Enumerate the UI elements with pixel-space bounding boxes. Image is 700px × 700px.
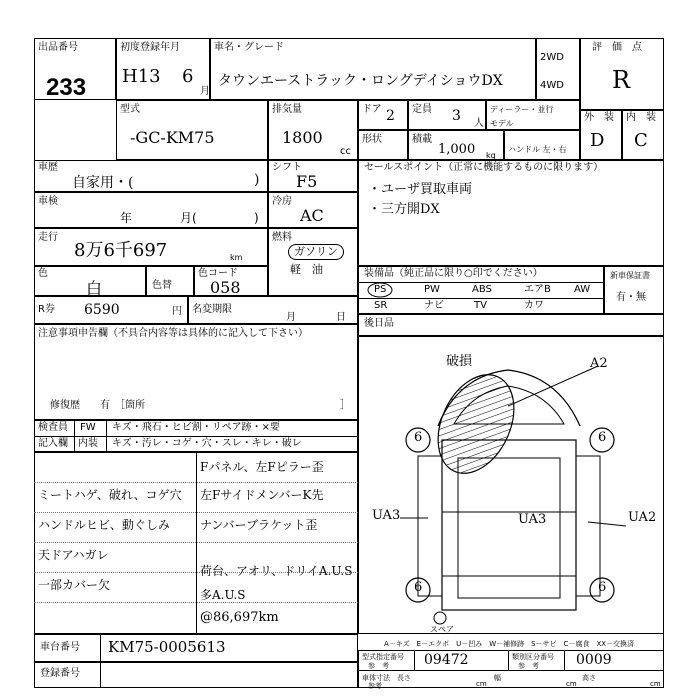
ua3-center-mark: UA3 <box>518 512 547 527</box>
ua3-left-mark: UA3 <box>372 508 401 523</box>
equip-airbag: エアB <box>524 284 551 295</box>
caution-label: 注意事項申告欄（不具合内容等は具体的に記入して下さい） <box>38 328 308 339</box>
inspection-close: ) <box>254 211 259 225</box>
inspector-label: 検査員 <box>38 422 68 433</box>
car-name-label: 車名・グレード <box>214 42 284 53</box>
aftermarket-label: 後日品 <box>364 318 394 329</box>
car-history-box <box>34 160 268 192</box>
interior-row-label: 内装 <box>78 438 98 449</box>
inspector-divider <box>34 436 358 437</box>
damage-legend: A－キズ E－エクボ U－凹み W－補修跡 S－サビ C－腐食 XX－交換済 <box>384 640 635 648</box>
registration-box <box>34 662 358 688</box>
ac-label: 冷房 <box>272 196 292 207</box>
displacement-label: 排気量 <box>272 104 302 115</box>
registration-label: 登録番号 <box>40 668 80 679</box>
ac: AC <box>300 206 324 225</box>
equip-ps: PS <box>374 284 387 295</box>
load-unit: kg <box>486 151 496 160</box>
inspection-box <box>34 192 268 228</box>
model-label: 型式 <box>120 104 140 115</box>
door-label: ドア <box>362 104 382 115</box>
sales-point-1: ・ユーザ買取車両 <box>368 182 473 197</box>
equip-sr: SR <box>374 300 388 311</box>
sales-point-2: ・三方開DX <box>368 202 440 217</box>
class-code: 0009 <box>576 652 612 668</box>
left-note-4: 一部カバー欠 <box>38 578 111 592</box>
type-code-label: 型式指定番号 <box>362 653 404 661</box>
drive-4wd: 4WD <box>540 80 564 91</box>
recycle-label: R券 <box>38 304 55 315</box>
spare-tire-icon <box>434 612 446 624</box>
fuel-label: 燃料 <box>272 232 292 243</box>
footer-col-divider <box>564 650 565 670</box>
class-code-label: 類別区分番号 <box>512 653 554 661</box>
recycle: 6590 <box>84 302 120 318</box>
ua2-right-mark: UA2 <box>628 510 657 525</box>
first-reg-era-year: H13 <box>122 66 161 87</box>
inspection-year: 年 <box>120 211 133 225</box>
dealer-label: ディーラー・並行 <box>490 105 554 114</box>
lot-label: 出品番号 <box>38 42 78 53</box>
footer-divider <box>358 670 664 671</box>
equip-navi: ナビ <box>424 300 444 311</box>
type-code-ref: 参 考 <box>368 662 389 670</box>
repair-close: ］ <box>340 400 350 411</box>
lot-number: 233 <box>46 74 87 101</box>
width-cm: cm <box>566 680 577 688</box>
fw-items: キズ・飛石・ヒビ割・リペア跡・×要 <box>112 422 280 433</box>
footer-col-divider <box>508 650 509 670</box>
right-note-5: 多A.U.S <box>200 588 246 602</box>
load: 1,000 <box>438 142 476 157</box>
width-label: 幅 <box>494 674 501 682</box>
drive-2wd: 2WD <box>540 52 564 63</box>
displacement-unit: cc <box>340 146 351 157</box>
capacity-label: 定員 <box>412 104 432 115</box>
chassis-label: 車台番号 <box>40 642 80 653</box>
first-reg-label: 初度登録年月 <box>120 42 180 53</box>
equip-leather: カワ <box>524 300 544 311</box>
eval-score: R <box>612 66 631 94</box>
equipment-divider <box>358 282 604 283</box>
model: -GC-KM75 <box>130 128 215 147</box>
notes-col-divider <box>196 452 197 634</box>
height-cm: cm <box>650 680 661 688</box>
size-ref: 参考 <box>368 682 382 690</box>
recycle-unit: 円 <box>172 306 182 317</box>
sales-point-label: セールスポイント（正常に機能するものに限ります） <box>364 162 604 173</box>
mileage: 8万6千697 <box>74 240 168 261</box>
color-change-label: 色替 <box>152 280 172 291</box>
left-note-1: ミートハゲ、破れ、コゲ穴 <box>38 488 182 502</box>
right-note-6: @86,697km <box>200 610 279 625</box>
aftermarket-box <box>358 314 664 336</box>
interior-items: キズ・汚レ・コゲ・穴・スレ・キレ・破レ <box>112 438 302 449</box>
equip-pw: PW <box>424 284 440 295</box>
shape-label: 形状 <box>362 134 382 145</box>
inspection-label: 車検 <box>38 196 58 207</box>
entry-label: 記入欄 <box>38 438 68 449</box>
interior-label: 内 装 <box>626 112 656 123</box>
shift: F5 <box>296 172 318 191</box>
a2-mark: A2 <box>590 356 608 371</box>
right-note-1: Fパネル、左Fピラー歪 <box>200 460 324 474</box>
color-code-label: 色コード <box>198 268 238 279</box>
left-note-3: 天ドアハガレ <box>38 548 109 562</box>
equip-ps-circle-icon <box>366 282 394 298</box>
chassis: KM75-0005613 <box>108 638 226 656</box>
color: 白 <box>86 279 103 298</box>
warranty: 有・無 <box>616 292 646 303</box>
exterior-label: 外 装 <box>584 112 614 123</box>
doors: 2 <box>386 108 395 124</box>
exterior-grade: D <box>590 130 605 151</box>
equip-tv: TV <box>474 300 487 311</box>
warranty-label: 新車保証書 <box>610 271 650 280</box>
fuel-gas: ガソリン <box>288 244 344 260</box>
auction-sheet <box>34 38 664 688</box>
height-label: 高さ <box>582 674 596 682</box>
capacity: 3 <box>452 108 461 124</box>
damage-label: 破損 <box>446 354 473 369</box>
left-note-2: ハンドルヒビ、動ぐしみ <box>38 518 170 532</box>
repair-label: 修復歴 有 ［箇所 <box>50 400 145 411</box>
inspection-month: 月( <box>180 211 197 225</box>
handle-label: ハンドル 左・右 <box>508 145 567 154</box>
tire-mark-rr: 6 <box>598 580 607 595</box>
inspector-col-divider <box>74 420 75 452</box>
tire-mark-rl: 6 <box>414 580 423 595</box>
equipment-divider <box>358 298 604 299</box>
right-note-3: ナンバーブラケット歪 <box>200 518 318 532</box>
footer-col-divider <box>414 650 415 670</box>
spare-label: スペア <box>430 625 454 634</box>
car-name: タウンエーストラック・ロングデイショウDX <box>218 73 503 89</box>
load-label: 積載 <box>412 134 432 145</box>
inspector-col-divider <box>106 420 107 452</box>
equip-abs: ABS <box>472 284 492 295</box>
type-code: 09472 <box>424 652 469 668</box>
fw-label: FW <box>80 422 96 433</box>
color-label: 色 <box>38 268 48 279</box>
name-change-label: 名変期限 <box>192 304 232 315</box>
right-note-4: 荷台、アオリ、ドリイA.U.S <box>200 564 353 578</box>
length-cm: cm <box>476 680 487 688</box>
truck-diagram <box>358 336 664 634</box>
equipment-label: 装備品（純正品に限り○印でください） <box>364 268 543 279</box>
color-code: 058 <box>210 278 241 297</box>
interior-grade: C <box>634 130 648 151</box>
car-history-label: 車歴 <box>38 162 58 173</box>
tire-mark-fl: 6 <box>414 430 423 445</box>
eval-label: 評 価 点 <box>592 42 642 53</box>
size-label: 車体寸法 長さ <box>362 674 411 682</box>
tire-mark-fr: 6 <box>598 430 607 445</box>
class-code-ref: 参 考 <box>518 662 539 670</box>
capacity-unit: 人 <box>474 118 484 129</box>
fuel-diesel: 軽 油 <box>290 263 323 276</box>
name-change-month: 月 <box>286 312 296 323</box>
car-history-close: ) <box>254 172 260 188</box>
equip-aw: AW <box>574 284 591 295</box>
displacement: 1800 <box>282 128 323 147</box>
right-note-2: 左FサイドメンバーK先 <box>200 488 324 502</box>
name-change-day: 日 <box>336 312 346 323</box>
model-sub-label: モデル <box>490 119 514 128</box>
first-reg-month: 6 <box>182 66 194 87</box>
month-suffix: 月 <box>200 86 210 97</box>
mileage-unit: km <box>230 253 243 262</box>
shift-label: シフト <box>272 162 302 173</box>
mileage-label: 走行 <box>38 232 58 243</box>
car-history: 自家用・( <box>72 175 134 191</box>
